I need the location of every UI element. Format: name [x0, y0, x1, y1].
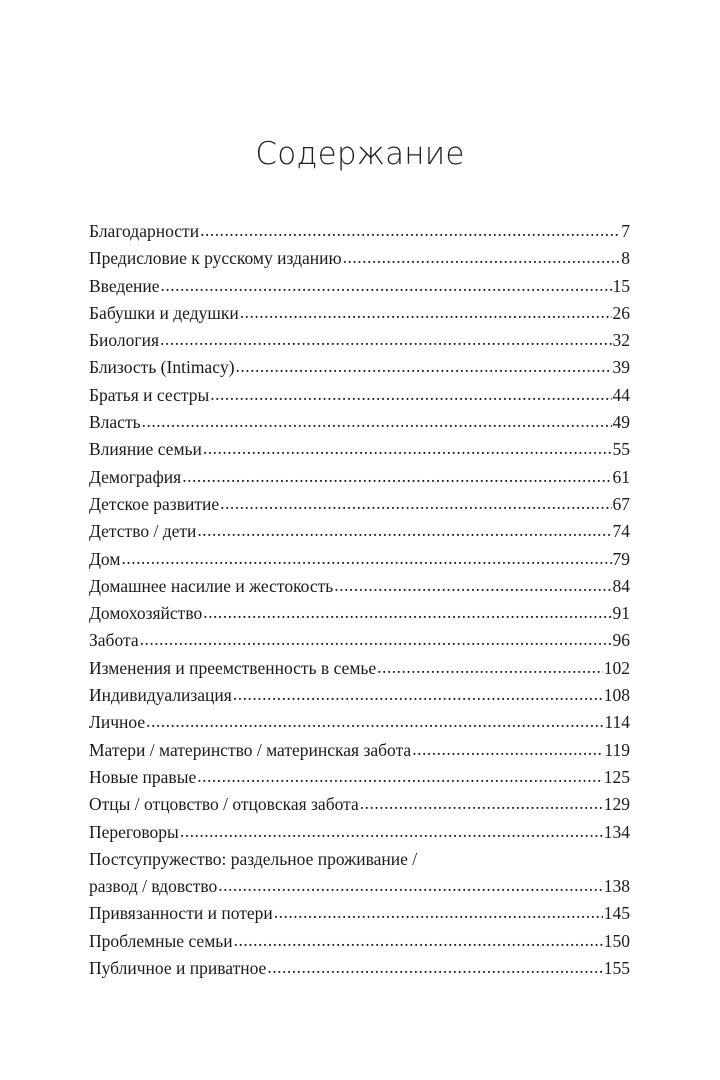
- toc-entry-label: Детство / дети: [89, 521, 197, 542]
- toc-entry-label: Переговоры: [89, 821, 179, 842]
- toc-entry-page: 55: [612, 439, 630, 460]
- toc-entry-label: Биология: [89, 330, 160, 351]
- dot-leader: [360, 790, 603, 817]
- toc-entry-page: 79: [612, 548, 630, 569]
- toc-entry: [89, 846, 630, 901]
- toc-entry-page: 15: [612, 275, 630, 296]
- toc-entry: [89, 791, 630, 818]
- dot-leader: [142, 408, 612, 435]
- toc-entry: [89, 464, 630, 491]
- toc-entry-page: 129: [603, 794, 630, 815]
- toc-entry: [89, 573, 630, 600]
- toc-entry: [89, 682, 630, 709]
- toc-entry: [89, 491, 630, 518]
- dot-leader: [200, 217, 620, 244]
- dot-leader: [161, 272, 612, 299]
- toc-entry: [89, 300, 630, 327]
- toc-entry-page: 67: [612, 493, 630, 514]
- toc-entry: [89, 436, 630, 463]
- toc-entry-page: 32: [612, 330, 630, 351]
- toc-entry: [89, 600, 630, 627]
- toc-entry-label: Благодарности: [89, 221, 200, 241]
- toc-entry-page: 61: [612, 466, 630, 487]
- toc-entry-label: Дом: [89, 548, 121, 569]
- toc-entry: [89, 409, 630, 436]
- dot-leader: [197, 517, 611, 544]
- toc-entry-page: 138: [603, 876, 630, 897]
- toc-entry-label: Домашнее насилие и жестокость: [89, 575, 334, 596]
- dot-leader: [210, 381, 611, 408]
- dot-leader: [274, 899, 603, 926]
- toc-entry-label: Власть: [89, 412, 141, 433]
- dot-leader: [146, 708, 603, 735]
- toc-entry: [89, 764, 630, 791]
- toc-entry-page: 39: [612, 357, 630, 378]
- toc-entry: [89, 709, 630, 736]
- toc-entry: [89, 273, 630, 300]
- dot-leader: [180, 818, 603, 845]
- toc-entry: [89, 955, 630, 982]
- toc-entry: [89, 655, 630, 682]
- dot-leader: [343, 244, 621, 271]
- dot-leader: [233, 681, 603, 708]
- toc-entry-label: Изменения и преемственность в семье: [89, 657, 377, 678]
- dot-leader: [197, 763, 603, 790]
- toc-entry: [89, 518, 630, 545]
- toc-entry: [89, 900, 630, 927]
- toc-entry-page: 44: [612, 384, 630, 405]
- toc-entry-page: 49: [612, 412, 630, 433]
- toc-entry: [89, 627, 630, 654]
- toc-entry-label: Матери / материнство / материнская забота: [89, 739, 412, 760]
- toc-entry-label: Братья и сестры: [89, 384, 210, 405]
- toc-entry-label: Забота: [89, 630, 139, 651]
- toc-entry-page: 134: [603, 821, 630, 842]
- toc-entry-page: 155: [603, 958, 630, 979]
- toc-entry-page: 91: [612, 603, 630, 624]
- dot-leader: [121, 545, 611, 572]
- table-of-contents: [89, 218, 630, 982]
- toc-entry-page: 114: [604, 712, 630, 733]
- dot-leader: [160, 326, 611, 353]
- toc-entry-label: Бабушки и дедушки: [89, 302, 239, 323]
- dot-leader: [203, 435, 612, 462]
- toc-entry-page: 7: [621, 221, 630, 241]
- dot-leader: [412, 736, 603, 763]
- toc-entry-label: Личное: [89, 712, 146, 733]
- toc-entry-page: 74: [612, 521, 630, 542]
- toc-entry-label: Отцы / отцовство / отцовская забота: [89, 794, 359, 815]
- toc-entry-label: Постсупружество: раздельное проживание /: [89, 848, 418, 869]
- toc-entry: [89, 382, 630, 409]
- toc-entry-label: Близость (Intimacy): [89, 357, 235, 378]
- toc-entry: [89, 928, 630, 955]
- toc-entry-page: 125: [603, 766, 630, 787]
- toc-entry-label: Влияние семьи: [89, 439, 202, 460]
- dot-leader: [267, 954, 602, 981]
- toc-entry: [89, 546, 630, 573]
- toc-entry-page: 26: [612, 302, 630, 323]
- toc-entry: [89, 354, 630, 381]
- toc-entry-label: Демография: [89, 466, 182, 487]
- toc-entry: [89, 819, 630, 846]
- toc-entry-page: 96: [612, 630, 630, 651]
- toc-entry-page: 102: [603, 657, 630, 678]
- toc-entry: [89, 737, 630, 764]
- toc-entry-label: Детское развитие: [89, 493, 220, 514]
- toc-entry-label: Введение: [89, 275, 160, 296]
- toc-entry-label: Привязанности и потери: [89, 903, 273, 924]
- toc-entry: [89, 327, 630, 354]
- toc-entry-label: Проблемные семьи: [89, 930, 233, 951]
- toc-entry-page: 119: [604, 739, 630, 760]
- dot-leader: [236, 353, 612, 380]
- dot-leader: [334, 572, 611, 599]
- toc-entry: [89, 245, 630, 272]
- dot-leader: [218, 872, 602, 899]
- toc-entry-page: 145: [603, 903, 630, 924]
- dot-leader: [377, 654, 603, 681]
- dot-leader: [182, 463, 611, 490]
- page-title: Содержание: [255, 136, 465, 172]
- toc-entry-label-continued: развод / вдовство: [89, 876, 218, 897]
- toc-entry-label: Домохозяйство: [89, 603, 203, 624]
- toc-entry-page: 150: [603, 930, 630, 951]
- dot-leader: [203, 599, 611, 626]
- toc-entry-label: Индивидуализация: [89, 685, 232, 706]
- toc-entry-page: 84: [612, 575, 630, 596]
- dot-leader: [240, 299, 612, 326]
- toc-entry-label: Предисловие к русскому изданию: [89, 248, 342, 269]
- dot-leader: [140, 626, 612, 653]
- dot-leader: [220, 490, 611, 517]
- toc-entry-page: 8: [621, 248, 630, 269]
- toc-entry: [89, 218, 630, 245]
- toc-entry-label: Публичное и приватное: [89, 958, 267, 979]
- toc-entry-label: Новые правые: [89, 766, 197, 787]
- toc-entry-page: 108: [603, 685, 630, 706]
- dot-leader: [234, 927, 603, 954]
